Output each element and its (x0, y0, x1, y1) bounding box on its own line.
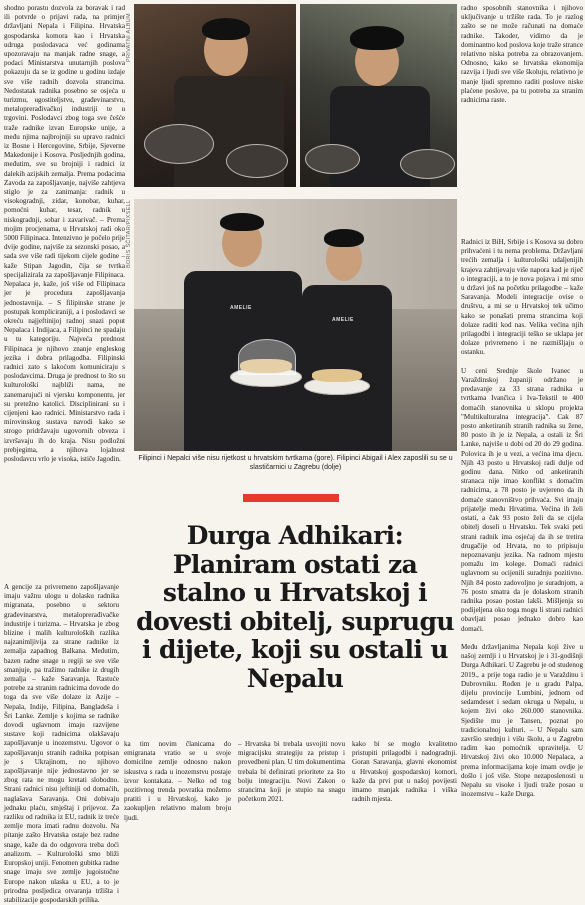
photo-caption: Filipinci i Nepalci više nisu rijetkost u hrvatskim tvrtkama (gore). Filipinci Abigail i Alex zaposlili su se u slastičarnici u Zagrebu (dolje) (138, 455, 453, 471)
article-column-bottom-left (4, 583, 119, 904)
photo-worker-cook (300, 4, 457, 187)
dish-bowl (305, 144, 360, 174)
headline: Durga Adhikari: Planiram ostati za stalno u Hrvatskoj i dovesti obitelj, suprugu i dijete, koji su ostali u Nepalu (136, 521, 454, 693)
article-column-bottom-2 (124, 740, 231, 826)
person-hair (202, 18, 250, 40)
apron-logo: AMELIE (230, 305, 252, 311)
paragraph: Radnici iz BiH, Srbije i s Kosova su dobro prihvaćeni i tu nema problema. Državljani trećih zemalja i kulturološki udaljenijih krajeva zahtijevaju više napora kad je riječ o integraciji, a to je nova pojava i mi smo u državi još na početku prilagodbe – kaže Saravanja. Modeli integracije ovise o društvu, a mi se u Hrvatskoj tek učimo kako se ponašati prema strancima koji dolaze raditi kod nas. Velika većina njih prilagodbi i integraciji teško se uklapa jer dolaze privremeno i ne razmišljaju o ostanku. U ceni Srednje škole Ivanec u Varaždinskoj županiji održano je predavanje za 33 strana radnika u tvrtkama Ivančica i Iva-Tekstil te 400 domaćih stanovnika u sklopu projekta "Multikulturalna integracija". Cak 87 posto anketiranih stranih radnika su žene, 80 posto ih je iz Nepala, a ostali iz Šri Lanke, najviše u dobi od 20 do 29 godina. Polovica ih je u vezi, a većina ima djecu. Njih 43 posto u Hrvatskoj radi dulje od godinu dana. Nitko od anketiranih stranaca nije imao konflikt s domaćim radnicima, a 78 posto je uvjereno da ih domaće stanovništvo prihvaća. Svi imaju prijatelje među Hrvatima. Većina ih želi ostati, a čak 93 posto želi da se cijela obitelj doseli u Hrvatsku. Tek svaki peti strani radnik ima osjećaj da ih se tretira drugačije od Hrvata, no to pripisuju nepoznavanju jezika. Na radnom mjestu pomažu im kolege. Domaći radnici uglavnom su ocijenili suradnju pozitivno. Njih 84 posto zadovoljno je suradnjom, a 76 posto smatra da je dolaskom stranih radnika posao postao lakši. Mišljenja su podijeljena oko toga mogu li strani radnici obavljati posao jednako dobro kao domaći. Među državljanima Nepala koji žive u našoj zemlji i u Hrvatskoj je i 31-godišnji Durga Adhikari. U Zagrebu je od studenog 2019., a prije toga radio je u Varaždinu i Dubrovniku. Rođen je u gradu Palpa, dijelu provincije Lumbini, jednom od sedamdeset i sedam okruga u Nepalu, u kojem živi oko 260.000 stanovnika. Sjedište mu je Tansen, poznat po tradicionalnoj kulturi. – U Nepalu sam završio srednju i višu školu, a u Zagrebu radim kao pomoćnik upravitelja. U Hrvatskoj živi oko 10.000 Nepalaca, a prema informacijama koje imam ovdje je došlo i još više. Stope nezaposlenosti u Nepalu su visoke i ljudi traže posao u inozemstvu – kaže Durga. (461, 238, 583, 799)
dish-bowl (144, 124, 214, 164)
article-column-left (4, 4, 125, 549)
photo-workers-kitchen (134, 4, 296, 187)
photo-confectioners (134, 199, 457, 451)
article-column-right (461, 238, 583, 824)
person-hair (324, 229, 364, 247)
paragraph: radno sposobnih stanovnika i njihovo uključivanje u tržište rada. To je razlog zašto se ne može računati na domaće radnike. Takoder, vidimo da je dominantno kod poslova koje traže strance relativno niska potreba za obrazovanjem. Odnosno, kako se hrvatska ekonomija razvija i ljudi sve više školuju, relativno je manje ljudi spremno raditi poslove niske plaćene poslove, pa tu potreba za stranim radnicima raste. (461, 4, 583, 105)
paragraph: shodno porastu dozvola za boravak i rad ili potvrde o prijavi rada, na primjer državljani Nepala i Filipina. Hrvatska gospodarska komora kao i Hrvatska udruga poslodavaca već godinama upozoravaju na manjak radne snage, a podaci Ministarstva unutarnjih poslova pokazuju da se iz godine u godinu izdaje sve više radnih dozvola strancima. Nedostatak radnika posebno se osjeća u turizmu, ugostiteljstvu, građevinarstvu, metaloprerađivačkoj industriji te u trgovini. Poslodavci zbog toga sve češće traže radnike izvan Europske unije, a među njima najbrojniji su upravo radnici iz Bosne i Hercegovine, Srbije, Sjeverne Makedonije i Kosova. Posljednjih godina, međutim, sve su brojniji i radnici iz dalekih azijskih zemalja. Prema podacima Zavoda za zapošljavanje, najviše zahtjeva stiglo je za zanimanja: radnik u visokogradnji, zidar, konobar, kuhar, pomoćni kuhar, tesar, radnik u niskogradnji, sobar i zavarivač. – Prema mojim procjenama, u Hrvatskoj radi oko 5000 Filipinaca. Intenzivno je počelo prije dvije godine, najviše za sezonski posao, a sada sve više radi tijekom cijele godine – kaže Stipan Jagodin, čija se tvrtka specijalizirala za zapošljavanje Filipinaca. Nepalaca je, kaže, još više od Filipinaca jer je procedura zapošljavanja jednostavnija. – S filipinske strane je postupak kompliciraniji, a i poslodavci se okreću najjeftinijoj radnoj snazi poput Nepalaca i Indijaca, a Filipinci ne spadaju u tu kategoriju. Najveća prednost Filipinaca je njihovo znanje engleskog jezika i dobra prilagodba. Filipinski radnici zato s lakoćom komuniciraju s poslodavcima. Druga je prednost to što su kulturološki najbliži nama, ne zanemarujući ni vjersku komponentu, jer su pretežno katolici. Disciplinirani su i cijenjeni kao radnici. Ministarstvo rada i mirovinskog sustava navodi kako se strogo pridržavaju ugovornih obveza i izvršavaju ih do kraja. Nisu podložni prebjegima, a njihova lojalnost poslodavcu vrlo je visoka, ističe Jagodin. (4, 4, 125, 463)
photo-credit: PRIVATNI ALBUM (126, 13, 132, 62)
person-cap (350, 26, 404, 50)
dish-bowl (226, 144, 288, 178)
glass-dome (238, 339, 296, 375)
article-column-bottom-3 (238, 740, 345, 826)
dish-bowl (400, 149, 455, 179)
article-column-right-top (461, 4, 583, 219)
pastries (312, 369, 362, 382)
paragraph: kako bi se moglo kvalitetno pristupiti prilagodbi i nadogradnji. Goran Saravanja, glavni ekonomist u Hrvatskoj gospodarskoj komori, kaže da prvi put u našoj povijesti imamo manjak radnika i viška radnih mjesta. (352, 740, 457, 804)
paragraph: A gencije za privremeno zapošljavanje imaju važnu ulogu u dolasku radnika migranata, posebno u sektoru građevinarstva, metaloprerađivačke industrije i turizma. – Hrvatska je zbog blizine i malih kulturoloških razlika najzanimljivija za strane radnike iz zemalja zapadnog Balkana. Međutim, bazen radne snage u regiji se sve više smanjuje, pa tražimo radnike iz drugih zemalja – kaže Saravanja. Rastuće potrebe za stranim radnicima dovode do toga da sve više dolaze iz Azije – Nepala, Indije, Filipina, Bangladeša i Šri Lanke. Zemlje s kojima se radnike dovodi uglavnom imaju razvijene sustave koji radnicima olakšavaju zapošljavanje u inozemstvu. Ugovor o zapošljavanju stranih radnika potpisan je s Ukrajinom, no njihovo zapošljavanje nije jednostavno jer se zbog rata ne mogu kretati slobodno. Strani radnici nisu jeftiniji od domaćih, naglašava Saravanja. Oni dobivaju jednaku plaću, smještaj i prijevoz. Za razliku od radnika iz EU, radnik iz treće zemlje mora imati radnu dozvolu. Na pitanje zašto Hrvatska ostaje bez radne snage, kaže da do odgovora treba doći analizom. – Kulturološki smo bliži Europskoj uniji. Fenomen gubitka radne snage imaju sve zemlje jugoistočne Europe nakon ulaska u EU, a to je prirodna posljedica otvaranja tržišta i stabilizacije gospodarskih prilika. (4, 583, 119, 904)
article-column-bottom-4 (352, 740, 457, 826)
photo-credit: PRIVATNI ALBUM (450, 13, 456, 62)
person-apron (302, 285, 392, 451)
paragraph: ka tim novim članicama do emigranata vratio se u svoje domicilne zemlje odnosno nakon iskustva s rada u inozemstvu postaje izvor kontakata. – Nelko od tog pozitivnog trenda povratka možemo pratiti i u Hrvatskoj, kako je zaokupljen relativno malom broju ljudi. (124, 740, 231, 822)
paragraph: – Hrvatska bi trebala usvojiti novu migracijsku strategiju za pristup i provedbeni plan. U tim dokumentima trebala bi definirati prioritete za što bolju integraciju. Novi Zakon o strancima koji je stupio na snagu početkom 2021. (238, 740, 345, 804)
apron-logo: AMELIE (332, 317, 354, 323)
photo-credit: BORIS ŠČITAR/PIXSELL (126, 199, 132, 268)
person-hair (220, 213, 264, 231)
headline-rule (243, 494, 339, 502)
